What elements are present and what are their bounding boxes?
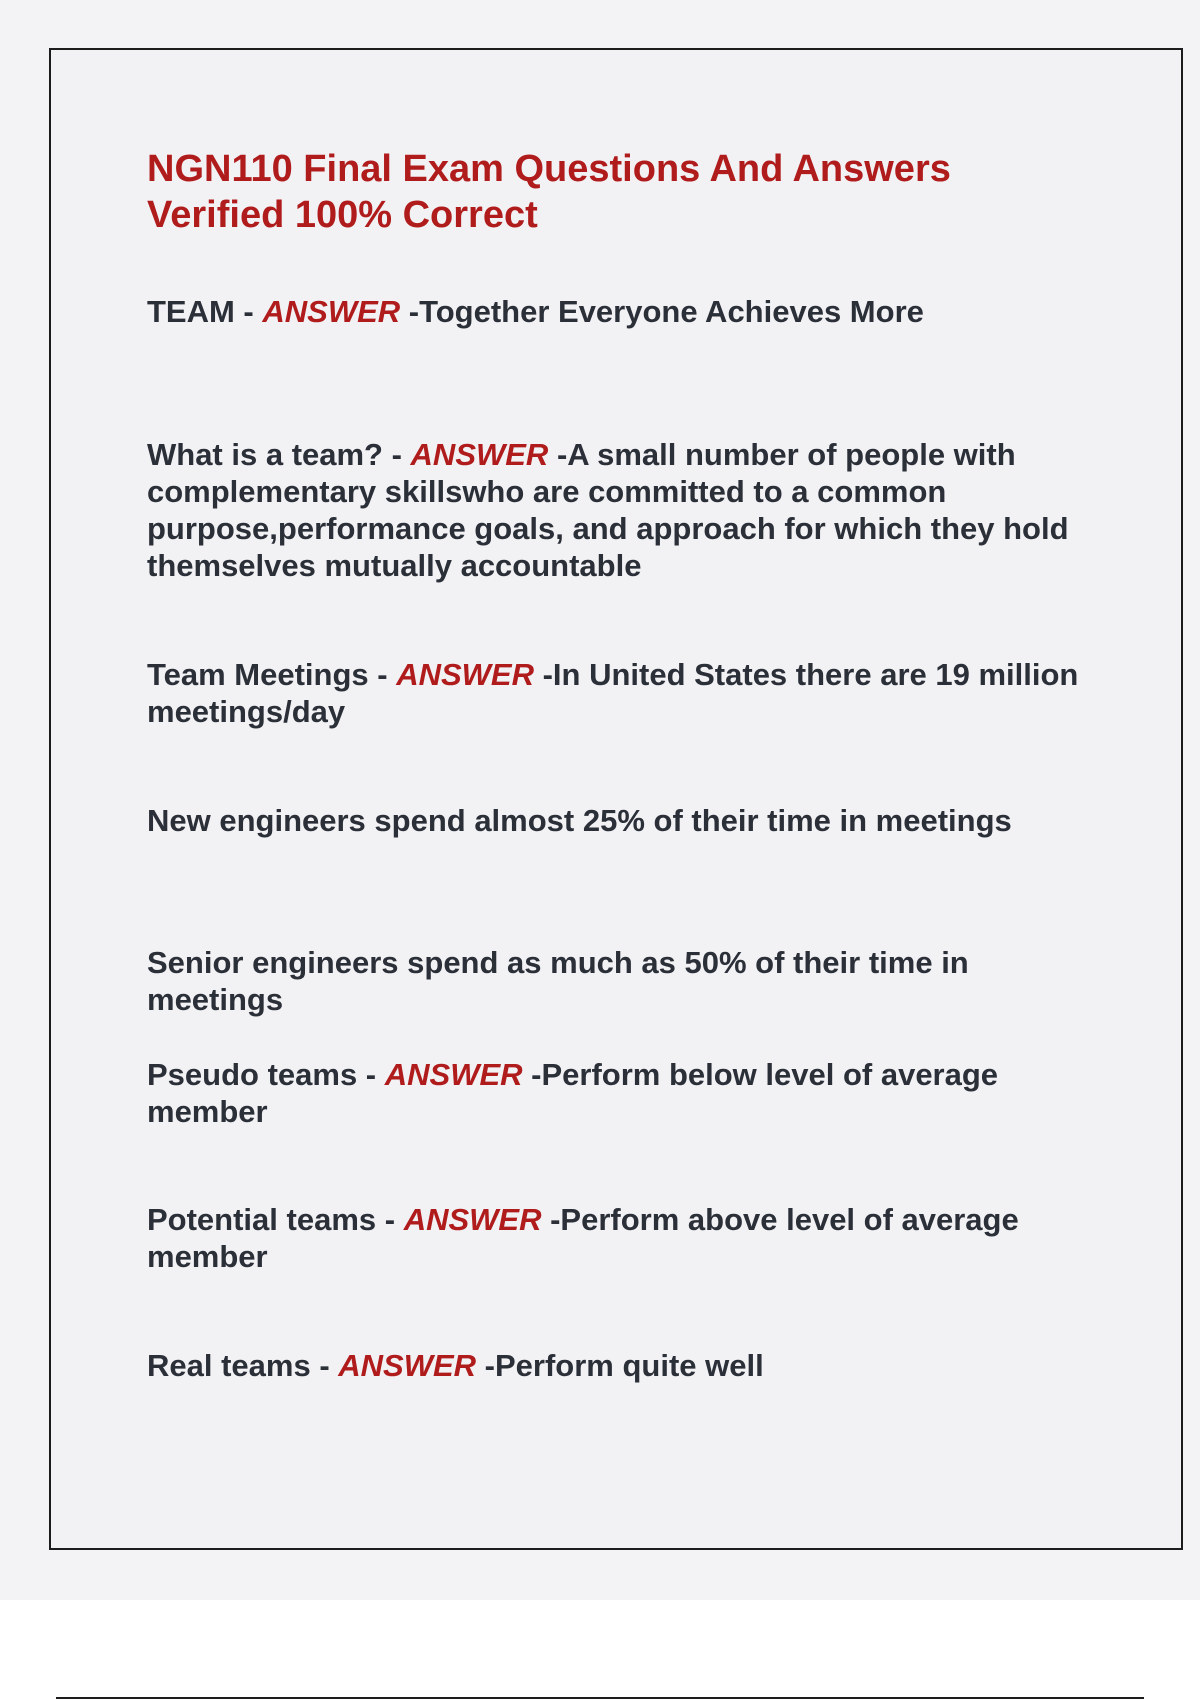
qa-entry-team xyxy=(147,293,1107,330)
qa-entry-team-meetings xyxy=(147,656,1107,730)
note-senior-engineers: Senior engineers spend as much as 50% of their time in meetings xyxy=(147,945,969,1017)
question-text: TEAM - xyxy=(147,294,263,329)
answer-tag: ANSWER xyxy=(338,1348,477,1383)
answer-tag: ANSWER xyxy=(262,294,401,329)
qa-entry-potential-teams xyxy=(147,1201,1107,1275)
question-text: Real teams - xyxy=(147,1348,339,1383)
question-text: Potential teams - xyxy=(147,1202,404,1237)
title-line-2: Verified 100% Correct xyxy=(147,194,538,236)
answer-tag: ANSWER xyxy=(403,1202,542,1237)
next-page-divider xyxy=(56,1697,1144,1699)
note-new-engineers: New engineers spend almost 25% of their time in meetings xyxy=(147,803,1012,838)
answer-text: -Perform quite well xyxy=(476,1348,764,1383)
answer-text: -In United States there are 19 million meetings/day xyxy=(147,657,1079,729)
answer-text: -Perform above level of average member xyxy=(147,1202,1019,1274)
qa-entry-pseudo-teams xyxy=(147,1056,1107,1130)
answer-tag: ANSWER xyxy=(384,1057,523,1092)
document-title xyxy=(147,146,1087,238)
question-text: Team Meetings - xyxy=(147,657,397,692)
document-page xyxy=(49,48,1183,1550)
answer-text: -Together Everyone Achieves More xyxy=(400,294,924,329)
title-line-1: NGN110 Final Exam Questions And Answers xyxy=(147,148,951,190)
question-text: Pseudo teams - xyxy=(147,1057,385,1092)
answer-text: -Perform below level of average member xyxy=(147,1057,999,1129)
qa-entry-what-is-a-team xyxy=(147,436,1107,584)
answer-tag: ANSWER xyxy=(396,657,534,692)
qa-entry-real-teams xyxy=(147,1347,1107,1384)
answer-text: -A small number of people with complementary skillswho are committed to a common purpose,performance goals, and approach for which they hold themselves mutually accountable xyxy=(147,437,1069,583)
question-text: What is a team? - xyxy=(147,437,411,472)
answer-tag: ANSWER xyxy=(410,437,549,472)
